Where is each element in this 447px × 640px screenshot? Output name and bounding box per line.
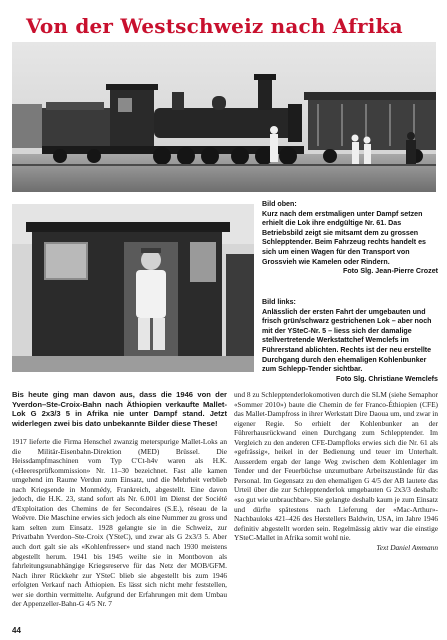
caption-left-credit: Foto Slg. Christiane Wemclefs bbox=[336, 374, 438, 383]
caption-top-text: Kurz nach dem erstmaligen unter Dampf setzen erhielt die Lok ihre endgültige Nr. 61. Das Betriebsbild zeigt sie mitsamt dem zu grossen Schlepptender. Beim Fahrzeug rechts handelt es sich um einen Wagen für den Transport von Grossvieh wie Kamelen oder Rindern. bbox=[262, 209, 426, 266]
lead-paragraph: Bis heute ging man davon aus, dass die 1946 von der Yverdon–Ste-Croix-Bahn nach Äthiopien verkaufte Mallet-Lok G 2x3/3 5 in Afrika nie unter Dampf stand. Jetzt widerlegen zwei bis dato unbekannte Bilder diese These! bbox=[12, 390, 227, 428]
body-column-2-text: und 8 zu Schlepptenderlokomotiven durch die SLM (siehe Semaphor «Sommer 2010») baute die Chemin de fer Franco-Éthiopien (CFE) das Mallet-Dampfross in ihrer Werkstatt Dire Daoua um, und zwar in eigener Regie. So erhielt der Kohlenbunker an der Führerhausrückwand einen Durchgang zum Schlepptender. Im Vergleich zu den anderen CFE-Dampfloks erwies sich die Nr. 61 als «gefrässig», heikel in der Bedienung und teuer im Unterhalt. Ausserdem ergab der lange Weg zwischen dem Kohlenlager im Tender und der Feuerbüchse unzumutbare Arbeitszustände für das Personal. Im Gegensatz zu den ehemaligen G 4/5 der AB lautete das Urteil über die zur Schlepptenderlok umgebauten G 2x3/3 deshalb: «so gut wie unbrauchbar». Sie gelangte deshalb kaum je zum Einsatz und dürfte spätestens nach Lieferung der «Mac-Arthur»-Nachbauloks 421–426 des Herstellers Baldwin, USA, im Jahre 1946 definitiv abgestellt worden sein. Regelmässig aktiv war die einstige YSteC-Mallet in Afrika somit wohl nie. bbox=[234, 390, 438, 543]
page-number: 44 bbox=[12, 626, 21, 635]
caption-left bbox=[262, 298, 438, 384]
body-column-2 bbox=[234, 390, 438, 552]
photo-cab-portrait bbox=[12, 204, 254, 372]
author-credit: Text Daniel Ammann bbox=[376, 542, 438, 552]
caption-left-text: Anlässlich der ersten Fahrt der umgebauten und frisch grün/schwarz gestrichenen Lok – aber noch mit der YSteC-Nr. 5 – liess sich der damalige stellvertretende Werkstattchef Wemclefs im Führerstand ablichten. Rechts ist der neu erstellte Durchgang durch den ehemaligen Kohlenbunker zum Schlepp-Tender sichtbar. bbox=[262, 307, 432, 374]
body-column-1: 1917 lieferte die Firma Henschel zwanzig meterspurige Mallet-Loks an die Militär-Eisenbahn-Direktion (MED) Brüssel. Die Heissdampfmaschinen vom Typ C'Ct-h4v waren als H.K. («Heeresprüfkommission» Nr. 11–30 bezeichnet. Fast alle kamen umgehend im Raume Verdun zum Einsatz, und die Mehrheit verblieb nach Kriegsende in Monmédy, Frankreich, abgestellt. Eine davon jedoch, die H.K. 23, stand sofort als Nr. 6.001 im Dienst der Société d'Exploitation des Chemins de fer Secondaires (S.E.), réseau de la Woëvre. Die Maschine erwies sich jedoch als eine Nummer zu gross und kam selten zum Einsatz. 1928 gelangte sie in die Schweiz, zur Privatbahn Yverdon–Ste-Croix (YSteC), und zwar als G 2x3/3 5. Aber auch dort galt sie als «Kohlenfresser» und stand nach 1930 meistens abgestellt herum. 1941 bis 1945 weilte sie in Montbovon als fahrleitungsunabhängige Kriegsreserve für das Netz der MOB/GFM. Nach ihrer Rückkehr zur YSteC blieb sie abgestellt bis zum 1946 erfolgten Verkauf nach Äthiopien. Es lässt sich nicht mehr feststellen, wer sie dorthin vermittelte. Aufgrund der Erfahrungen mit dem Umbau der Appenzeller-Bahn-G 4/5 Nr. 7 bbox=[12, 437, 227, 609]
caption-top bbox=[262, 200, 438, 277]
page-title: Von der Westschweiz nach Afrika bbox=[26, 14, 403, 38]
caption-top-heading: Bild oben: bbox=[262, 200, 297, 208]
photo-locomotive-61 bbox=[12, 42, 436, 192]
caption-left-heading: Bild links: bbox=[262, 298, 296, 306]
caption-top-credit: Foto Slg. Jean-Pierre Crozet bbox=[343, 267, 438, 276]
